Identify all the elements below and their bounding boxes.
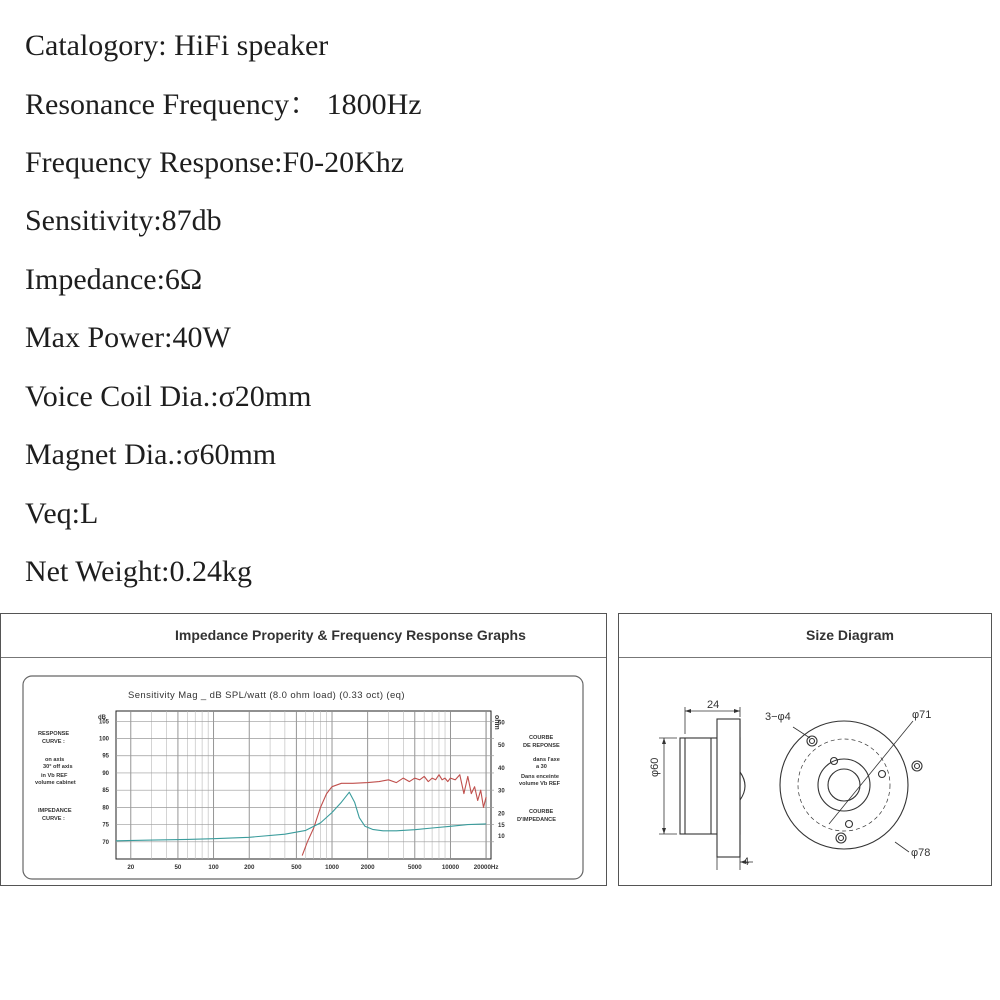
label-dans-laxe: dans l'axe bbox=[533, 757, 560, 763]
spec-max-power: Max Power:40W bbox=[25, 321, 231, 354]
y-tick-label: 90 bbox=[102, 770, 109, 777]
spec-veq: Veq:L bbox=[25, 497, 99, 530]
arrow-24b bbox=[734, 709, 740, 713]
label-volume-cabinet: volume cabinet bbox=[35, 780, 76, 786]
label-impedance: IMPEDANCE bbox=[38, 808, 72, 814]
terminal-3 bbox=[846, 821, 853, 828]
dim-height: φ60 bbox=[649, 757, 661, 777]
spec-frequency-response: Frequency Response:F0-20Khz bbox=[25, 146, 405, 179]
dim-outer: φ78 bbox=[911, 847, 931, 859]
mount-hole-3 bbox=[836, 833, 846, 843]
spec-resonance-frequency: Resonance Frequency： 1800Hz bbox=[25, 88, 422, 121]
leader-outer bbox=[895, 842, 909, 852]
outer-circle bbox=[780, 721, 908, 849]
label-courbe: COURBE bbox=[529, 735, 554, 741]
dome-profile bbox=[740, 772, 745, 800]
spec-net-weight: Net Weight:0.24kg bbox=[25, 555, 253, 588]
x-tick-label: 20000Hz bbox=[473, 864, 499, 871]
spec-sensitivity: Sensitivity:87db bbox=[25, 204, 222, 237]
chart-title: Sensitivity Mag _ dB SPL/watt (8.0 ohm load) (0.33 oct) (eq) bbox=[128, 690, 405, 701]
size-diagram bbox=[619, 614, 991, 885]
y-tick-label: 85 bbox=[102, 788, 109, 795]
graph-panel bbox=[0, 613, 607, 886]
spec-magnet: Magnet Dia.:σ60mm bbox=[25, 438, 277, 471]
label-response: RESPONSE bbox=[38, 731, 70, 737]
y-tick-label: 80 bbox=[102, 805, 109, 812]
x-tick-label: 10000 bbox=[441, 864, 460, 871]
size-panel bbox=[618, 613, 992, 886]
spec-voice-coil: Voice Coil Dia.:σ20mm bbox=[25, 380, 312, 413]
leader-mount bbox=[829, 721, 913, 824]
spec-category: Catalogory: HiFi speaker bbox=[25, 29, 329, 62]
label-courbe-imp: COURBE bbox=[529, 809, 554, 815]
mount-hole-3-inner bbox=[839, 836, 844, 841]
x-tick-label: 50 bbox=[174, 864, 182, 871]
y2-tick-label: 15 bbox=[498, 822, 505, 829]
dim-holes: 3−φ4 bbox=[765, 711, 791, 723]
arrow-60b bbox=[662, 828, 666, 834]
x-tick-label: 5000 bbox=[407, 864, 422, 871]
x-tick-label: 2000 bbox=[360, 864, 375, 871]
label-in-vb: in Vb REF bbox=[41, 773, 68, 779]
y-tick-label: 100 bbox=[98, 736, 109, 743]
tweeter-flange bbox=[717, 719, 740, 857]
dim-mount: φ71 bbox=[912, 709, 932, 721]
label-de-reponse: DE REPONSE bbox=[523, 743, 560, 749]
x-tick-label: 200 bbox=[244, 864, 255, 871]
spec-impedance: Impedance:6Ω bbox=[25, 263, 203, 296]
y-tick-label: 105 bbox=[98, 719, 109, 726]
x-tick-label: 100 bbox=[208, 864, 219, 871]
arrow-24a bbox=[685, 709, 691, 713]
arrow-60a bbox=[662, 738, 666, 744]
graph-panel-title: Impedance Properity & Frequency Response Graphs bbox=[175, 627, 526, 643]
x-tick-label: 1000 bbox=[325, 864, 339, 871]
y2-tick-label: 40 bbox=[498, 765, 505, 772]
y2-tick-label: 60 bbox=[498, 720, 505, 727]
frequency-impedance-graph bbox=[1, 614, 606, 885]
dim-flange: 4 bbox=[743, 856, 750, 868]
y2-tick-label: 20 bbox=[498, 811, 505, 818]
size-panel-title: Size Diagram bbox=[806, 627, 894, 643]
label-dimpedance: D'IMPEDANCE bbox=[517, 817, 556, 823]
y2-tick-label: 10 bbox=[498, 834, 505, 841]
label-impedance-curve: CURVE : bbox=[42, 816, 65, 822]
label-response-curve: CURVE : bbox=[42, 739, 65, 745]
label-volume-vb: volume Vb REF bbox=[519, 781, 561, 787]
y-unit-label: dB bbox=[98, 715, 106, 721]
dome-circle bbox=[828, 769, 860, 801]
dim-depth: 24 bbox=[707, 699, 720, 711]
magnet-circle bbox=[818, 759, 870, 811]
mount-hole-1-inner bbox=[810, 739, 815, 744]
label-on-axis: on axis bbox=[45, 757, 65, 763]
y-tick-label: 75 bbox=[102, 822, 109, 829]
terminal-2 bbox=[879, 771, 886, 778]
side-profile-drawing bbox=[680, 719, 745, 857]
label-dans-enceinte: Dans enceinte bbox=[521, 774, 559, 780]
mount-hole-2 bbox=[912, 761, 922, 771]
y-tick-label: 95 bbox=[102, 753, 109, 760]
y-tick-label: 70 bbox=[102, 839, 109, 846]
y2-tick-label: 30 bbox=[498, 788, 505, 795]
x-tick-label: 20 bbox=[127, 864, 135, 871]
mount-circle bbox=[798, 739, 890, 831]
graph-card bbox=[23, 676, 583, 879]
y2-tick-label: 50 bbox=[498, 743, 505, 750]
front-view-drawing bbox=[780, 721, 922, 852]
y2-unit-label: ohm bbox=[493, 715, 500, 730]
label-off-axis: 30° off axis bbox=[43, 764, 73, 770]
x-tick-label: 500 bbox=[291, 864, 302, 871]
mount-hole-2-inner bbox=[915, 764, 920, 769]
label-a-30: a 30 bbox=[536, 764, 547, 770]
